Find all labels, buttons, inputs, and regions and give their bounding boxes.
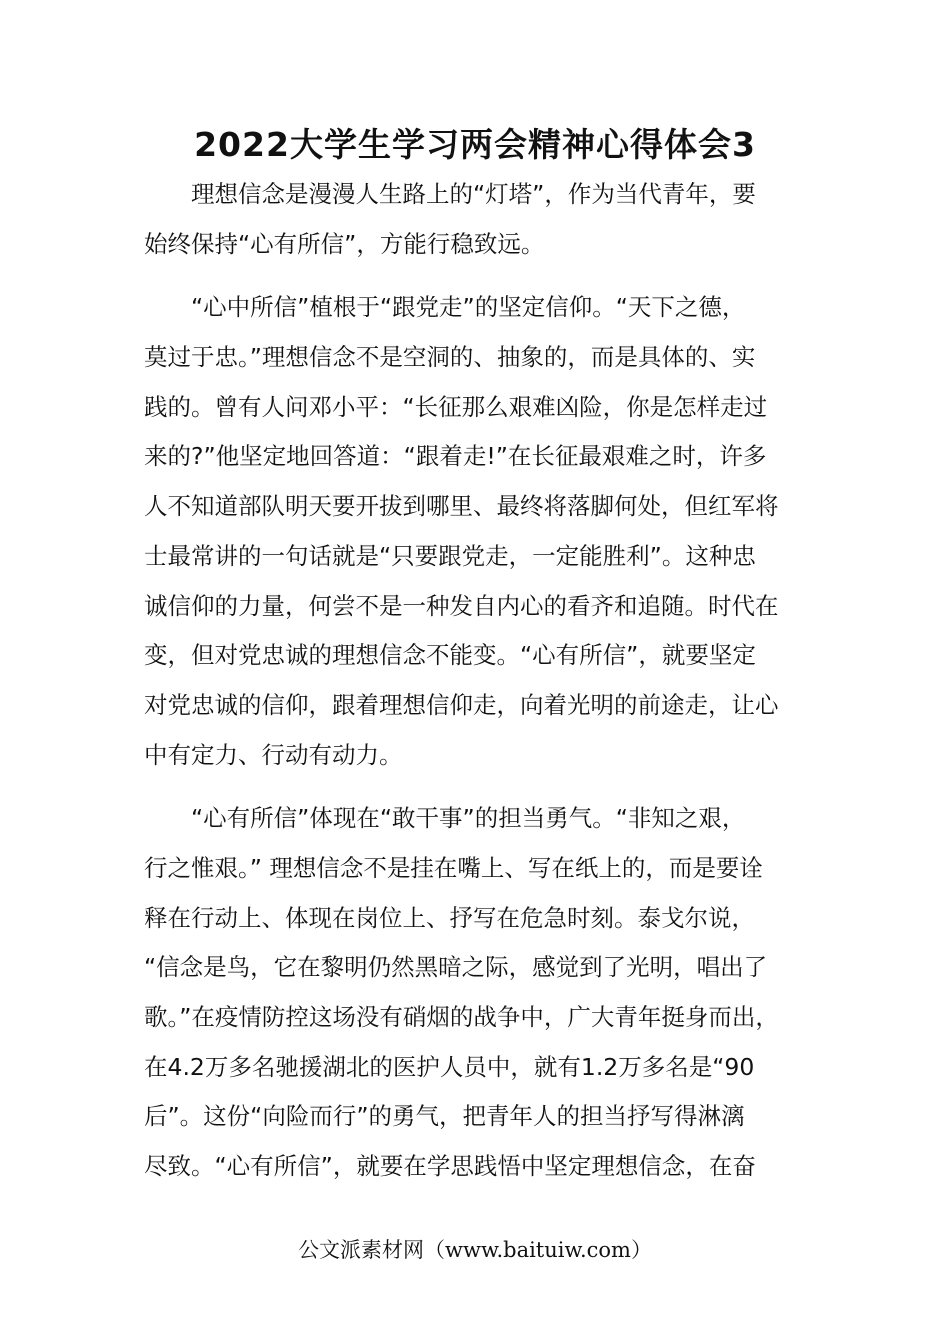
text-line: “信念是鸟，它在黎明仍然黑暗之际，感觉到了光明，唱出了 — [144, 953, 768, 982]
text-line: 践的。曾有人问邓小平：“长征那么艰难凶险，你是怎样走过 — [144, 392, 768, 421]
text-line: 士最常讲的一句话就是“只要跟党走，一定能胜利”。这种忠 — [144, 541, 756, 570]
paragraph-3 — [144, 794, 816, 1192]
text-line: 释在行动上、体现在岗位上、抒写在危急时刻。泰戈尔说， — [144, 903, 755, 932]
page-footer: 公文派素材网（www.baituiw.com） — [298, 1238, 652, 1262]
text-line: 对党忠诚的信仰，跟着理想信仰走，向着光明的前途走，让心 — [144, 690, 779, 719]
document-body — [144, 170, 816, 1192]
text-line: 莫过于忠。”理想信念不是空洞的、抽象的，而是具体的、实 — [144, 343, 756, 372]
text-line: 诚信仰的力量，何尝不是一种发自内心的看齐和追随。时代在 — [144, 591, 779, 620]
text-line: “心中所信”植根于“跟党走”的坚定信仰。“天下之德， — [191, 293, 746, 322]
text-line: 尽致。“心有所信”，就要在学思践悟中坚定理想信念，在奋 — [144, 1152, 756, 1181]
text-line: 来的?”他坚定地回答道：“跟着走!”在长征最艰难之时，许多 — [144, 442, 767, 471]
text-line: 人不知道部队明天要开拔到哪里、最终将落脚何处，但红军将 — [144, 492, 779, 521]
text-line: 后”。这份“向险而行”的勇气，把青年人的担当抒写得淋漓 — [144, 1102, 745, 1131]
document-title: 2022大学生学习两会精神心得体会3 — [194, 125, 756, 164]
text-line: 变，但对党忠诚的理想信念不能变。“心有所信”，就要坚定 — [144, 641, 756, 670]
text-line: 中有定力、行动有动力。 — [144, 740, 403, 769]
paragraph-2 — [144, 283, 816, 780]
text-line: 行之惟艰。” 理想信念不是挂在嘴上、写在纸上的，而是要诠 — [144, 853, 763, 882]
text-line: 理想信念是漫漫人生路上的“灯塔”，作为当代青年，要 — [191, 180, 756, 208]
text-line: 始终保持“心有所信”，方能行稳致远。 — [144, 229, 545, 258]
text-line: 在4.2万多名驰援湖北的医护人员中，就有1.2万多名是“90 — [144, 1052, 755, 1081]
paragraph-1 — [144, 170, 816, 269]
text-line: 歌。”在疫情防控这场没有硝烟的战争中，广大青年挺身而出， — [144, 1003, 779, 1031]
text-line: “心有所信”体现在“敢干事”的担当勇气。“非知之艰， — [191, 804, 746, 833]
